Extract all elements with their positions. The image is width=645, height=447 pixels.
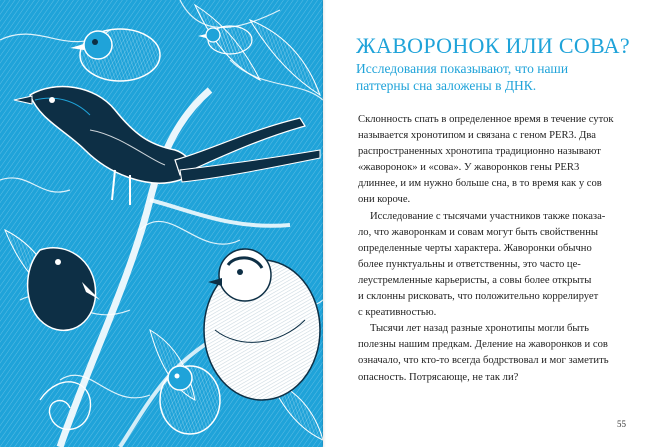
text-line: определенные черты характера. Жаворонки обычно (358, 242, 592, 254)
subtitle-line: паттерны сна заложены в ДНК. (356, 78, 537, 93)
text-line: Исследование с тысячами участников также показа- (370, 210, 606, 222)
text-line: Тысячи лет назад разные хронотипы могли быть (370, 323, 589, 335)
text-line: они короче. (358, 194, 411, 206)
text-line: называется хронотипом и связана с геном PER3. Два (358, 130, 596, 142)
article-subtitle (356, 60, 636, 94)
text-line: более пунктуальны и ответственны, это часто це- (358, 258, 581, 270)
text-line: «жаворонок» и «сова». У жаворонков гены PER3 (358, 162, 580, 174)
text-line: ло, что жаворонкам и совам могут быть свойственны (358, 226, 598, 238)
paragraph-3 (358, 321, 636, 385)
text-line: означало, что кто-то всегда бодрствовал и мог заметить (358, 355, 609, 367)
subtitle-line: Исследования показывают, что наши (356, 61, 569, 76)
text-line: полезны нашим предкам. Деление на жаворонков и сов (358, 339, 608, 351)
paragraph-2 (358, 209, 636, 322)
text-line: распространенных хронотипа традиционно называют (358, 146, 601, 158)
article-title: ЖАВОРОНОК ИЛИ СОВА? (356, 33, 630, 58)
article-body (358, 112, 636, 386)
paragraph-1 (358, 112, 636, 209)
text-line: леустремленные карьеристы, а совы более открыты (358, 274, 592, 286)
text-line: длиннее, и им нужно больше сна, в то время как у сов (358, 178, 602, 190)
text-page (326, 0, 645, 447)
page-number: 55 (617, 419, 626, 429)
text-line: и склонны рисковать, что положительно коррелирует (358, 291, 599, 303)
text-line: Склонность спать в определенное время в течение суток (358, 114, 614, 125)
text-line: опасность. Потрясающе, не так ли? (358, 371, 519, 383)
text-line: с креативностью. (358, 307, 437, 319)
